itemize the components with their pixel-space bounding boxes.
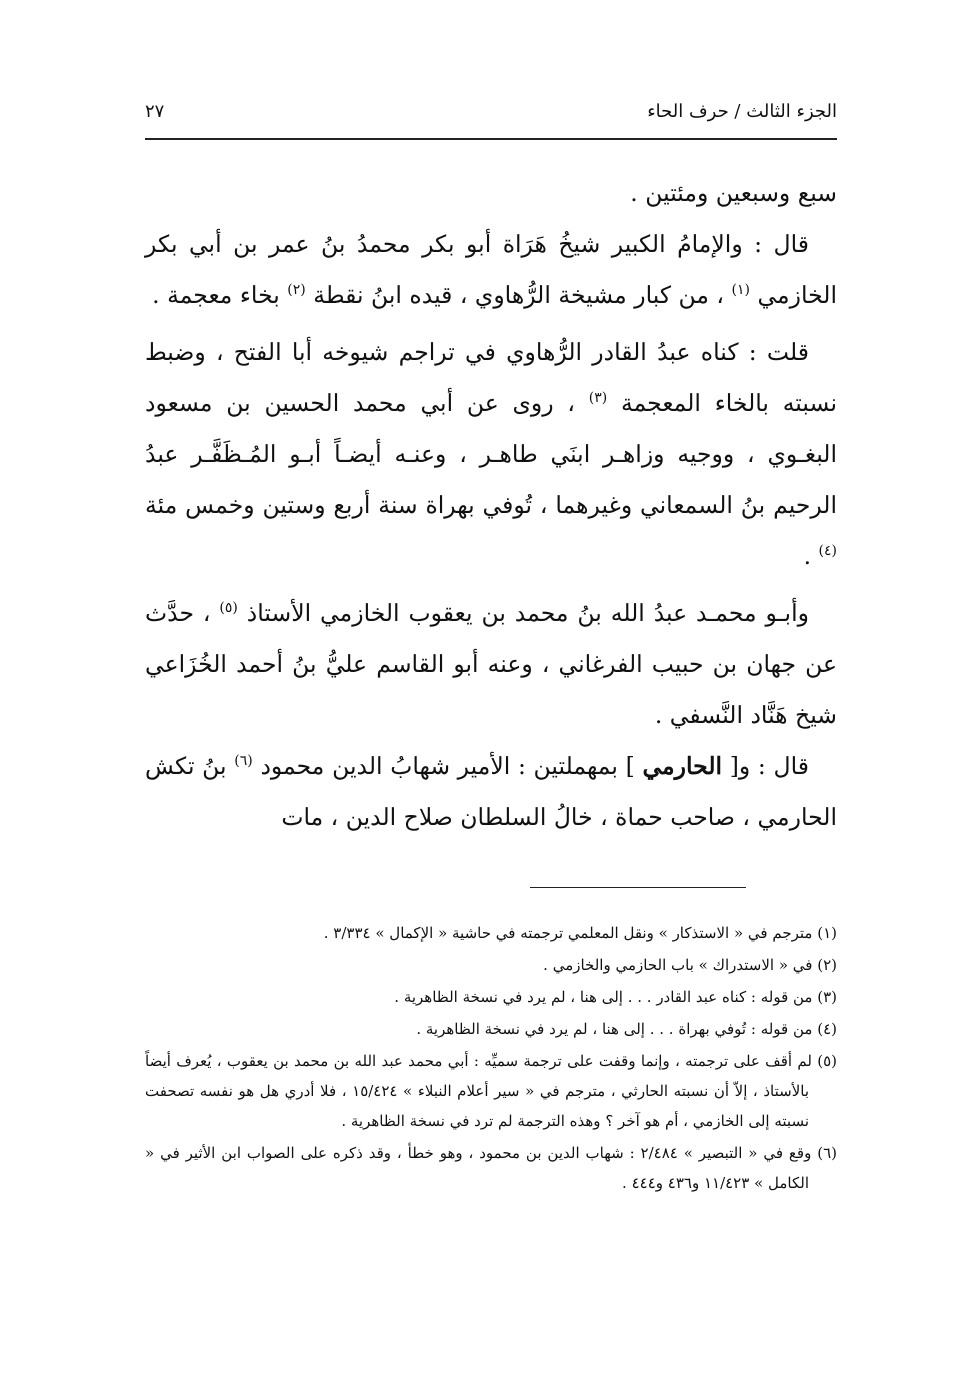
page-number: ٢٧ bbox=[145, 100, 165, 122]
header-rule bbox=[145, 138, 837, 140]
footnote-2: (٢) في « الاستدراك » باب الحازمي والخازمي . bbox=[543, 956, 837, 974]
footnote-4: (٤) من قوله : تُوفي بهراة . . . إلى هنا ، لم يرد في نسخة الظاهرية . bbox=[416, 1020, 837, 1038]
footnote-3: (٣) من قوله : كناه عبد القادر . . . إلى هنا ، لم يرد في نسخة الظاهرية . bbox=[394, 988, 837, 1006]
footnote-ref-3[interactable]: (٣) bbox=[588, 390, 608, 407]
paragraph-4: وأبـو محمـد عبدُ الله بنُ محمد بن يعقوب الخازمي الأستاذ $^{(٥)}$ ، حدَّث عن جهان بن حبيب الفرغاني ، وعنه أبو القاسم عليُّ بنُ أحمد الخُزَاعي شيخ هَنَّاد النَّسفي . bbox=[145, 599, 837, 729]
footnote-ref-4[interactable]: (٤) bbox=[818, 543, 837, 560]
footnote-5: (٥) لم أقف على ترجمته ، وإنما وقفت على ترجمة سميِّه : أبي محمد عبد الله بن محمد بن يعقوب ، يُعرف أيضاً بالأستاذ ، إلاّ أن نسبته الحارثي ، مترجم في « سير أعلام النبلاء » ١٥/٤٢٤ ، فلا أدري هل هو نفسه تصحفت نسبته إلى الخازمي ، أم هو آخر ؟ وهذه الترجمة لم ترد في نسخة الظاهرية . bbox=[145, 1052, 837, 1130]
entry-term: الحارمي bbox=[642, 752, 723, 780]
paragraph-2: قال : والإمامُ الكبير شيخُ هَرَاة أبو بكر محمدُ بنُ عمر بن أبي بكر الخازمي $^{(١)}$ ، من كبار مشيخة الرُّهاوي ، قيده ابنُ نقطة $^{(٢)}$ بخاء معجمة . bbox=[145, 230, 837, 309]
footnote-ref-5[interactable]: (٥) bbox=[219, 600, 238, 617]
footnote-ref-1[interactable]: (١) bbox=[731, 282, 750, 299]
footnote-6: (٦) وقع في « التبصير » ٢/٤٨٤ : شهاب الدين بن محمود ، وهو خطأ ، وقد ذكره على الصواب ابن الأثير في « الكامل » ١١/٤٢٣ و٤٣٦ و٤٤٤ . bbox=[145, 1144, 837, 1192]
paragraph-1: سبع وسبعين ومئتين . bbox=[630, 179, 837, 207]
footnote-1: (١) مترجم في « الاستذكار » ونقل المعلمي ترجمته في حاشية « الإكمال » ٣/٣٣٤ . bbox=[323, 924, 837, 942]
main-text bbox=[145, 168, 837, 843]
paragraph-5: قال : و[ الحارمي ] بمهملتين : الأمير شهابُ الدين محمود $^{(٦)}$ بنُ تكش الحارمي ، صاحب حماة ، خالُ السلطان صلاح الدين ، مات bbox=[145, 752, 837, 831]
running-header bbox=[145, 96, 837, 126]
footnote-ref-2[interactable]: (٢) bbox=[287, 282, 306, 299]
footnote-rule bbox=[530, 887, 746, 888]
footnotes bbox=[145, 918, 837, 1200]
paragraph-3: قلت : كناه عبدُ القادر الرُّهاوي في تراجم شيوخه أبا الفتح ، وضبط نسبته بالخاء المعجمة $^{(٣)}$ ، روى عن أبي محمد الحسين بن مسعود البغـوي ، ووجيه وزاهـر ابنَي طاهـر ، وعنـه أيضـاً أبـو المُـظَفَّـر عبدُ الرحيم بنُ السمعاني وغيرهما ، تُوفي بهراة سنة أربع وستين وخمس مئة $^{(٤)}$ . bbox=[145, 338, 837, 570]
footnote-ref-6[interactable]: (٦) bbox=[234, 753, 253, 770]
running-title: الجزء الثالث / حرف الحاء bbox=[647, 100, 837, 122]
